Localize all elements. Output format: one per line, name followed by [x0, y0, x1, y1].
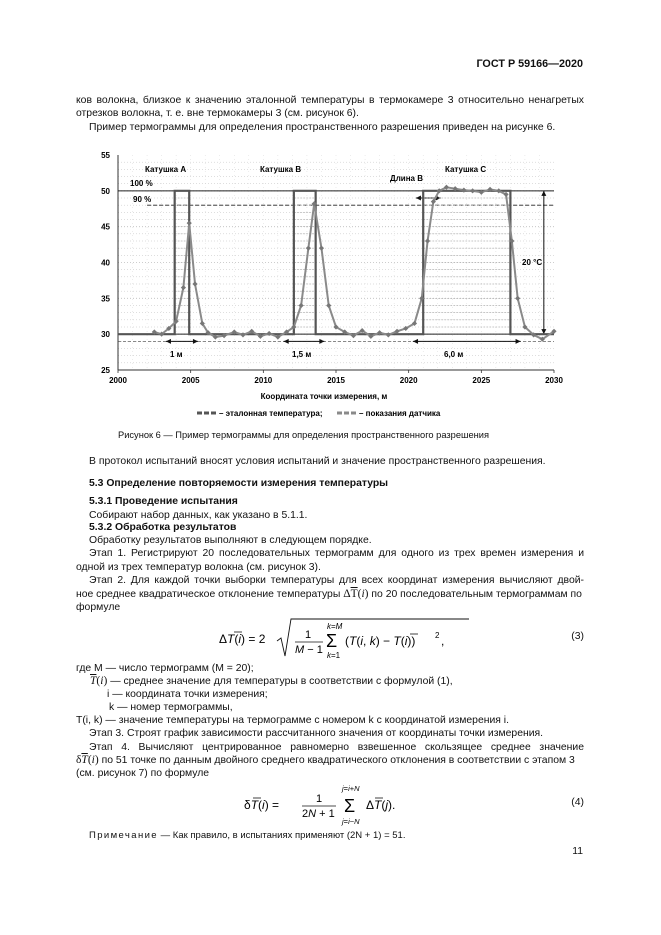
svg-text:ΔT(j).: ΔT(j). — [366, 798, 396, 812]
x-tick-label: 2005 — [181, 376, 200, 385]
level-100-label: 100 % — [130, 179, 153, 188]
length-b-arrow-head — [416, 196, 421, 201]
sensor-point — [299, 303, 304, 308]
delta-t-label: 20 °С — [522, 258, 543, 267]
x-tick-label: 2015 — [327, 376, 345, 385]
thermogram-chart — [76, 142, 584, 422]
step2-line-1: Этап 2. Для каждой точки выборки температуры для всех координат измерения вычисляют двой- — [89, 575, 584, 586]
sensor-point — [515, 296, 520, 301]
svg-text:δT(i) =: δT(i) = — [244, 798, 280, 812]
where-tbar: $\overline{T}(i)$ — среднее значение для температуры в соответствии с формулой (1), — [90, 675, 453, 687]
step2-line-2b: по 20 последовательным термограммам по — [371, 589, 582, 600]
section-5-3-1-text: Собирают набор данных, как указано в 5.1.1. — [89, 510, 308, 521]
where-t: T(i, k) — значение температуры на термограмме с номером k с координатой измерения i. — [76, 715, 509, 726]
section-5-3-2-text: Обработку результатов выполняют в следующем порядке. — [89, 535, 372, 546]
sensor-point — [306, 246, 311, 251]
chart-legend — [197, 409, 441, 418]
y-tick-label: 45 — [101, 222, 110, 232]
step2-line-2a: ное среднее квадратическое отклонение температуры — [76, 589, 341, 600]
step4-line-1: Этап 4. Вычисляют центрированное равномерно взвешенное скользящее среднее значение — [89, 742, 584, 753]
svg-text:j=i−N: j=i−N — [342, 817, 360, 826]
where-tbar-text: — среднее значение для температуры в соответствии с формулой (1), — [110, 676, 453, 687]
delta-t-arrow-head — [541, 191, 546, 196]
x-tick-label: 2025 — [472, 376, 491, 385]
step4-line-3: (см. рисунок 7) по формуле — [76, 768, 210, 779]
note — [89, 829, 584, 842]
delta-t-symbol: $\Delta\overline{T}(i)$ — [343, 588, 369, 600]
intro-line-1: ков волокна, близкое к значению эталонной температуры в термокамере 3 относительно ненагретых — [76, 95, 584, 106]
formula-4-expression — [244, 782, 464, 828]
width-a-arrow-head — [166, 339, 171, 344]
sensor-point — [425, 238, 430, 243]
where-k: k — номер термограммы, — [109, 702, 233, 713]
note-text: — Как правило, в испытаниях применяют (2N + 1) = 51. — [160, 830, 406, 841]
formula-4 — [76, 782, 584, 828]
formula-3-expression — [219, 616, 479, 662]
x-axis-title: Координата точки измерения, м — [260, 392, 388, 401]
y-tick-label: 30 — [101, 330, 110, 340]
section-5-3-1-heading: 5.3.1 Проведение испытания — [89, 496, 238, 507]
svg-text:1: 1 — [305, 629, 312, 641]
y-tick-label: 55 — [101, 151, 110, 160]
figure-caption: Рисунок 6 — Пример термограммы для определения пространственного разрешения — [118, 430, 489, 440]
formula-3 — [76, 616, 584, 662]
chart-annotations — [130, 165, 542, 359]
svg-text:Σ: Σ — [326, 631, 338, 651]
y-tick-label: 25 — [101, 366, 110, 375]
tbar-symbol: $\overline{T}$ — [90, 675, 97, 687]
x-tick-label: 2020 — [399, 376, 418, 385]
standard-header: ГОСТ Р 59166—2020 — [476, 58, 583, 70]
svg-text:k=1: k=1 — [327, 651, 341, 660]
svg-text:2: 2 — [435, 631, 440, 640]
length-b-label: Длина В — [390, 174, 423, 183]
y-tick-label: 35 — [101, 294, 110, 304]
level-90-label: 90 % — [133, 195, 152, 204]
step1-line-1: Этап 1. Регистрируют 20 последовательных термограмм для одного из трех времен измерения и — [89, 548, 584, 559]
x-tick-label: 2000 — [109, 376, 127, 385]
chart-gridlines — [118, 155, 554, 370]
svg-text:(T(i, k) − T(i)): (T(i, k) − T(i)) — [345, 634, 416, 648]
coil-b-label: Катушка В — [260, 165, 302, 174]
step2-line-2 — [76, 588, 584, 601]
y-tick-label: 40 — [101, 258, 110, 268]
step1-line-2: одной из трех температур волокна (см. рисунок 3). — [76, 562, 321, 573]
intro-line-2: отрезков волокна, т. е. вне термокамеры 3 (см. рисунок 6). — [76, 108, 359, 119]
step4-line-2-text: по 51 точке по данным двойного среднего квадратического отклонения в соответствии с этапом 3 — [101, 755, 575, 766]
step3-text: Этап 3. Строят график зависимости рассчитанного значения от координаты точки измерения. — [89, 728, 544, 739]
sensor-point — [187, 220, 192, 225]
svg-text:k=M: k=M — [327, 622, 343, 631]
where-i: i — координата точки измерения; — [107, 689, 268, 700]
width-a-label: 1 м — [170, 350, 183, 359]
svg-text:ΔT(i) = 2: ΔT(i) = 2 — [219, 632, 266, 646]
where-m: где M — число термограмм (M = 20); — [76, 663, 254, 674]
section-5-3-2-heading: 5.3.2 Обработка результатов — [89, 522, 237, 533]
note-label: Примечание — [89, 830, 158, 841]
coil-a-label: Катушка А — [145, 165, 187, 174]
svg-text:,: , — [441, 634, 445, 648]
y-tick-label: 50 — [101, 186, 110, 196]
sensor-point — [192, 281, 197, 286]
sensor-point — [326, 303, 331, 308]
formula-3-number: (3) — [571, 631, 584, 642]
width-b-label: 1,5 м — [292, 350, 312, 359]
width-c-arrow-head — [413, 339, 418, 344]
width-a-arrow-head — [193, 339, 198, 344]
reference-temperature-line — [118, 191, 554, 334]
delta-t-bar-symbol: $\delta\overline{T}(i)$ — [76, 754, 99, 766]
coil-c-label: Катушка С — [445, 165, 487, 174]
sensor-point — [470, 188, 475, 193]
width-c-arrow-head — [516, 339, 521, 344]
x-tick-label: 2030 — [545, 376, 563, 385]
sensor-point — [319, 246, 324, 251]
svg-text:M − 1: M − 1 — [295, 644, 323, 656]
width-c-label: 6,0 м — [444, 350, 464, 359]
x-tick-label: 2010 — [254, 376, 273, 385]
protocol-paragraph: В протокол испытаний вносят условия испытаний и значение пространственного разрешения. — [89, 456, 546, 467]
sensor-series — [154, 187, 554, 339]
legend-reference-label: – эталонная температура; — [219, 409, 323, 418]
step2-line-3: формуле — [76, 602, 121, 613]
section-5-3-heading: 5.3 Определение повторяемости измерения температуры — [89, 478, 389, 489]
step4-line-2 — [76, 754, 584, 767]
sensor-point — [461, 188, 466, 193]
svg-text:2N + 1: 2N + 1 — [302, 808, 335, 820]
reference-series — [118, 191, 554, 334]
sensor-point — [181, 285, 186, 290]
intro-line-3: Пример термограммы для определения пространственного разрешения приведен на рисунке 6. — [89, 122, 556, 133]
svg-text:Σ: Σ — [344, 796, 356, 816]
legend-sensor-label: – показания датчика — [359, 409, 441, 418]
svg-text:j=i+N: j=i+N — [342, 784, 360, 793]
formula-4-number: (4) — [571, 797, 584, 808]
page-number: 11 — [572, 846, 583, 857]
width-b-arrow-head — [284, 339, 289, 344]
svg-text:1: 1 — [316, 793, 323, 805]
width-b-arrow-head — [319, 339, 324, 344]
